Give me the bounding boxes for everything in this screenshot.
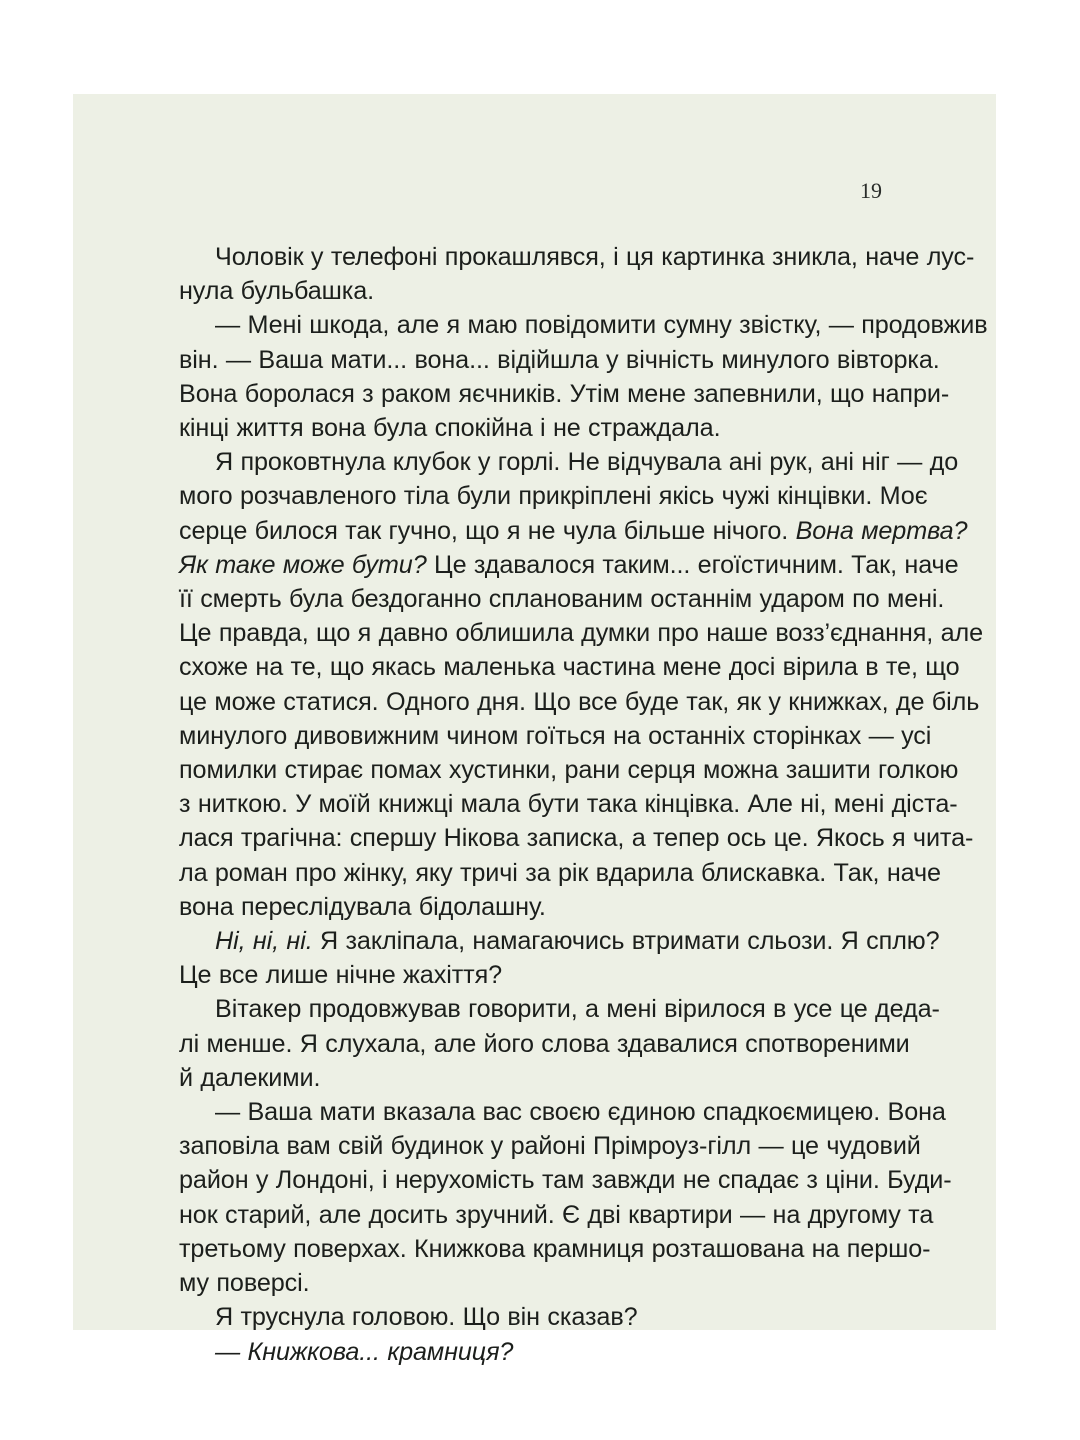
text-line xyxy=(179,377,950,411)
italic-text: Як таке може бути? xyxy=(179,550,427,579)
text: Я закліпала, намагаючись втримати сльози. Я сплю? xyxy=(312,927,940,956)
text-line xyxy=(179,924,940,958)
text: й далекими. xyxy=(179,1063,321,1092)
text: Я проковтнула клубок у горлі. Не відчувала ані рук, ані ніг — до xyxy=(215,448,959,477)
text: схоже на те, що якась маленька частина мене досі вірила в те, що xyxy=(179,653,960,682)
text: му поверсі. xyxy=(179,1269,310,1298)
text-line xyxy=(179,616,983,650)
text: мого розчавленого тіла були прикріплені якісь чужі кінцівки. Моє xyxy=(179,482,928,511)
text-line xyxy=(179,685,980,719)
text: — Ваша мати вказала вас своєю єдиною спадкоємицею. Вона xyxy=(215,1098,946,1127)
text-line xyxy=(179,856,941,890)
text: Це правда, що я давно облишила думки про наше возз’єднання, але xyxy=(179,619,983,648)
text: Це здавалося таким... егоїстичним. Так, наче xyxy=(426,550,959,579)
text-line xyxy=(179,753,959,787)
text-line xyxy=(179,719,932,753)
text-line xyxy=(179,548,959,582)
text-line xyxy=(179,821,974,855)
text-line xyxy=(179,1300,887,1334)
text-line xyxy=(179,1129,921,1163)
text-line xyxy=(179,1163,952,1197)
text-line xyxy=(179,1095,946,1129)
text-line xyxy=(179,958,887,992)
text: це може статися. Одного дня. Що все буде так, як у книжках, де біль xyxy=(179,687,980,716)
text: ла роман про жінку, яку тричі за рік вдарила блискавка. Так, наче xyxy=(179,858,941,887)
text: нок старий, але досить зручний. Є дві квартири — на другому та xyxy=(179,1200,934,1229)
text-line xyxy=(179,445,959,479)
text-line xyxy=(179,582,945,616)
text: її смерть була бездоганно спланованим останнім ударом по мені. xyxy=(179,585,945,614)
italic-text: Ні, ні, ні. xyxy=(215,927,313,956)
text: район у Лондоні, і нерухомість там завжди не спадає з ціни. Буди- xyxy=(179,1166,952,1195)
text-line xyxy=(179,274,887,308)
text: лася трагічна: спершу Нікова записка, а тепер ось це. Якось я чита- xyxy=(179,824,974,853)
text-line xyxy=(179,514,968,548)
text-line xyxy=(179,343,940,377)
text-line xyxy=(179,1335,887,1369)
text-line xyxy=(179,1232,931,1266)
text: вона переслідувала бідолашну. xyxy=(179,892,546,921)
text-line xyxy=(179,787,958,821)
italic-text: Вона мертва? xyxy=(795,516,968,545)
text: помилки стирає помах хустинки, рани серця можна зашити голкою xyxy=(179,756,959,785)
text: Я труснула головою. Що він сказав? xyxy=(215,1303,638,1332)
text: — Мені шкода, але я маю повідомити сумну звістку, — продовжив xyxy=(215,311,988,340)
text: кінці життя вона була спокійна і не страждала. xyxy=(179,414,721,443)
text-line xyxy=(179,240,975,274)
text-line xyxy=(179,308,988,342)
text: Чоловік у телефоні прокашлявся, і ця картинка зникла, наче лус- xyxy=(215,243,975,271)
text: Вітакер продовжував говорити, а мені вірилося в усе це деда- xyxy=(215,995,940,1024)
text: Це все лише нічне жахіття? xyxy=(179,961,503,990)
page-number: 19 xyxy=(860,178,882,203)
body-text xyxy=(179,240,988,1369)
text-line xyxy=(179,890,887,924)
text-line xyxy=(179,1266,887,1300)
text: серце билося так гучно, що я не чула більше нічого. xyxy=(179,516,796,545)
text-line xyxy=(179,1198,934,1232)
text-line xyxy=(179,1061,887,1095)
text-line xyxy=(179,479,928,513)
book-page xyxy=(73,94,996,1366)
text-line xyxy=(179,411,887,445)
text: нула бульбашка. xyxy=(179,277,375,306)
text: третьому поверхах. Книжкова крамниця розташована на першо- xyxy=(179,1234,931,1263)
text: лі менше. Я слухала, але його слова здавалися спотвореними xyxy=(179,1029,910,1058)
italic-text: — Книжкова... крамниця? xyxy=(215,1337,514,1366)
text-line xyxy=(179,1027,910,1061)
text: Вона боролася з раком яєчників. Утім мене запевнили, що напри- xyxy=(179,379,950,408)
text: він. — Ваша мати... вона... відійшла у вічність минулого вівторка. xyxy=(179,345,940,374)
text-line xyxy=(179,650,960,684)
text-line xyxy=(179,992,940,1026)
text: з ниткою. У моїй книжці мала бути така кінцівка. Але ні, мені діста- xyxy=(179,790,958,819)
text: заповіла вам свій будинок у районі Прімроуз-гілл — це чудовий xyxy=(179,1132,921,1161)
text: минулого дивовижним чином гоїться на останніх сторінках — усі xyxy=(179,721,932,750)
